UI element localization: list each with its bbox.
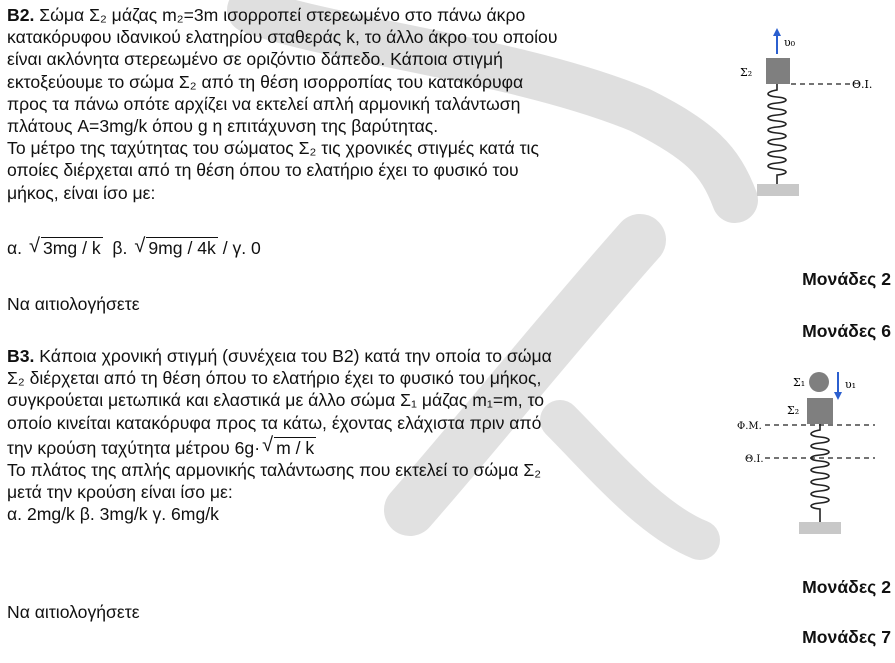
arrowhead-icon [773,28,781,36]
b2-line: προς τα πάνω οπότε αρχίζει να εκτελεί απλή αρμονική ταλάντωση [7,93,521,114]
b3-marks-justify: Μονάδες 7 [802,627,891,647]
b3-justify: Να αιτιολογήσετε [7,602,140,622]
equilibrium-label: Θ.Ι. [745,454,764,465]
b2-line: πλάτους A=3mg/k όπου g η επιτάχυνση της βαρύτητας. [7,116,439,137]
b2-line: είναι ακλόνητα στερεωμένο σε οριζόντιο δάπεδο. Κάποια στιγμή [7,49,503,70]
figure-spring-1 [735,20,885,205]
choice-b-prefix: β. [112,238,128,258]
b2-line: εκτοξεύουμε το σώμα Σ₂ από τη θέση ισορροπίας του κατακόρυφα [7,71,524,92]
body-block [766,58,790,84]
b3-marks-choice: Μονάδες 2 [802,577,891,597]
b2-marks-justify: Μονάδες 6 [802,321,891,341]
velocity-label: υ₁ [845,378,857,391]
sqrt-expression [262,433,316,459]
sqrt-sign: √ [134,235,146,257]
b2-label: B2. [7,5,35,25]
radicand: 3mg / k [42,238,101,258]
arrowhead-icon [834,392,842,400]
b3-speed-text: την κρούση ταχύτητα μέτρου 6g· [7,437,261,458]
ball-icon [809,372,829,392]
figure-spring-2 [735,370,885,550]
natural-length-label: Φ.Μ. [737,421,762,432]
sqrt-sign: √ [262,433,274,456]
b3-line: μετά την κρούση είναι ίσο με: [7,482,233,503]
spring-icon [768,84,786,184]
b3-choices: α. 2mg/k β. 3mg/k γ. 6mg/k [7,504,219,525]
sqrt-sign: √ [28,235,40,257]
b2-line: μήκος, είναι ίσο με: [7,182,156,203]
b3-line: Σ₂ διέρχεται από τη θέση όπου το ελατήριο έχει το φυσικό του μήκος, [7,368,542,389]
radicand: 9mg / 4k [148,238,216,258]
spring-icon [811,424,829,522]
b2-line: κατακόρυφου ιδανικού ελατηρίου σταθεράς k, το άλλο άκρο του οποίου [7,27,558,48]
b2-choices [7,235,261,259]
b3-line: Κάποια χρονική στιγμή (συνέχεια του Β2) κατά την οποία το σώμα [34,346,552,366]
b3-label: B3. [7,346,35,366]
b2-text [7,4,707,204]
b3-line: οποίο κινείται κατακόρυφα προς τα κάτω, έχοντας ελάχιστα πριν από [7,412,542,433]
b2-marks-choice: Μονάδες 2 [802,269,891,289]
choice-c: / γ. 0 [222,238,261,258]
b2-justify: Να αιτιολογήσετε [7,294,140,314]
b3-text [7,345,707,526]
b2-line: Σώμα Σ₂ μάζας m₂=3m ισορροπεί στερεωμένο στο πάνω άκρο [34,5,526,25]
floor [757,184,799,196]
body-label: Σ₂ [740,66,753,79]
sqrt-expression [134,235,217,259]
b3-line: Το πλάτος της απλής αρμονικής ταλάντωσης που εκτελεί το σώμα Σ₂ [7,460,542,481]
body1-label: Σ₁ [793,376,806,389]
b2-line: Το μέτρο της ταχύτητας του σώματος Σ₂ τις χρονικές στιγμές κατά τις [7,138,539,159]
b3-line: συγκρούεται μετωπικά και ελαστικά με άλλο σώμα Σ₁ μάζας m₁=m, το [7,390,545,411]
body2-label: Σ₂ [787,404,800,417]
equilibrium-label: Θ.Ι. [852,78,873,91]
floor [799,522,841,534]
radicand: m / k [276,437,315,458]
velocity-label: υ₀ [784,36,796,49]
sqrt-expression [28,235,103,259]
body-block [807,398,833,424]
choice-a-prefix: α. [7,238,23,258]
b2-line: οποίες διέρχεται από τη θέση όπου το ελατήριο έχει το φυσικό του [7,160,519,181]
